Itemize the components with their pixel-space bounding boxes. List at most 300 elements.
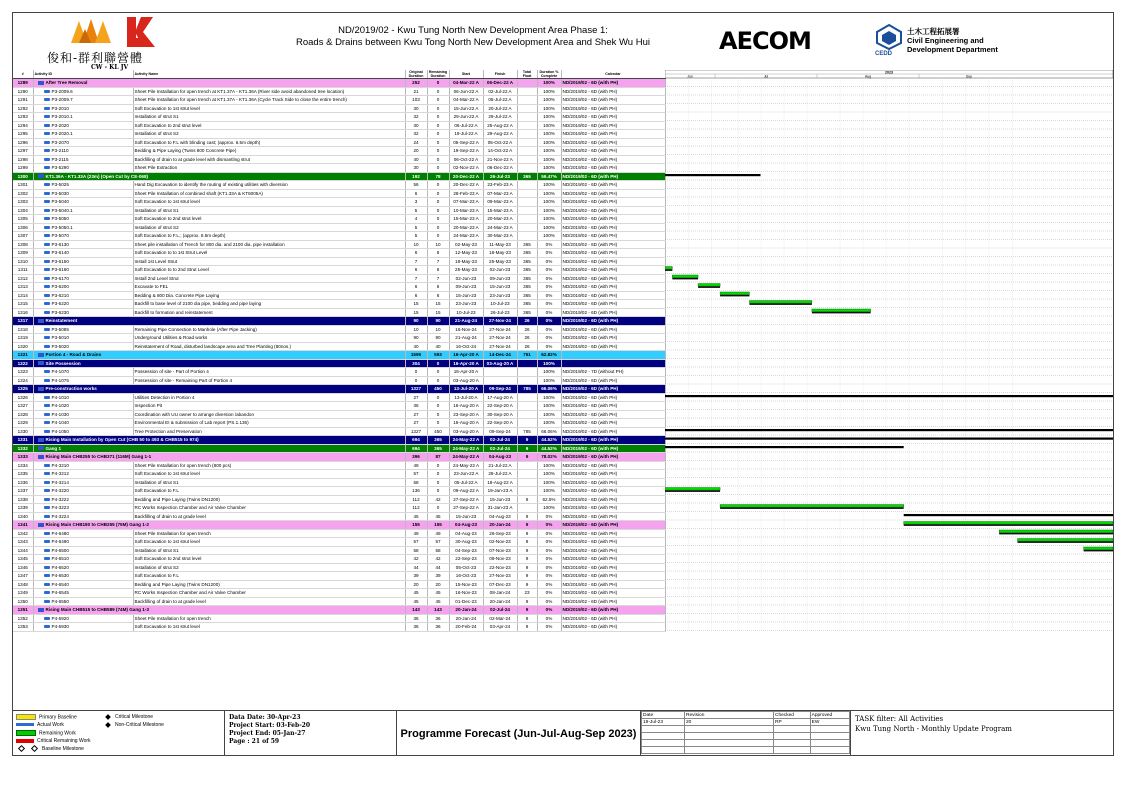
cell-text: 1322: [17, 360, 28, 366]
cell-total-float: [517, 138, 537, 147]
cell-text: 04-Sep-23: [455, 547, 477, 553]
cell-calendar: [561, 529, 665, 538]
wbs-group-row[interactable]: [13, 606, 665, 615]
cell-text: 14-Oct-22 A: [487, 148, 513, 153]
activity-row[interactable]: [13, 376, 665, 385]
cell-text: P3-6170: [51, 275, 69, 281]
cell-text: 90: [435, 335, 441, 340]
cell-activity-id: [33, 317, 405, 326]
cell-text: 02-Jul-24: [490, 445, 510, 451]
wbs-group-row[interactable]: [13, 351, 665, 360]
activity-row[interactable]: [13, 300, 665, 309]
cell-row-number: [13, 359, 33, 368]
cell-total-float: [517, 495, 537, 504]
cell-percent-complete: [537, 359, 561, 368]
cell-remaining-duration: [427, 113, 449, 122]
cell-total-float: [517, 113, 537, 122]
cell-text: 24: [413, 139, 419, 145]
cell-original-duration: [405, 342, 427, 351]
cell-text: 0%: [545, 522, 553, 527]
baseline-bar: [720, 507, 904, 509]
cell-total-float: [517, 342, 537, 351]
activity-row[interactable]: [13, 283, 665, 292]
activity-row[interactable]: [13, 291, 665, 300]
cell-calendar: [561, 223, 665, 232]
cell-text: P4-6490: [51, 539, 69, 544]
activity-table: [13, 70, 665, 632]
cell-original-duration: [405, 478, 427, 487]
cell-text: P3-6130: [51, 241, 69, 247]
cell-text: P4-1075: [51, 377, 69, 383]
cell-text: 100%: [543, 105, 555, 111]
activity-row[interactable]: [13, 87, 665, 96]
activity-row[interactable]: [13, 189, 665, 198]
cell-start-date: [449, 623, 483, 632]
activity-icon: [44, 481, 50, 484]
cell-percent-complete: [537, 206, 561, 215]
cell-start-date: [449, 334, 483, 343]
cell-remaining-duration: [427, 351, 449, 360]
cell-text: 1328: [17, 411, 28, 417]
cell-text: 0%: [545, 607, 553, 612]
cell-finish-date: [483, 512, 517, 521]
page-footer: [13, 710, 1113, 756]
activity-row[interactable]: [13, 104, 665, 113]
cell-finish-date: [483, 572, 517, 581]
cell-finish-date: [483, 487, 517, 496]
cell-text: ND/2019/02 - 6D (with PH): [562, 139, 618, 145]
cell-finish-date: [483, 138, 517, 147]
activity-row[interactable]: [13, 495, 665, 504]
col-header-activity-name[interactable]: Activity Name: [133, 70, 405, 79]
cell-percent-complete: [537, 538, 561, 547]
activity-icon: [44, 115, 50, 118]
wbs-group-row[interactable]: [13, 436, 665, 445]
cell-text: Backfilling of drain to at grade level: [134, 598, 206, 604]
wbs-group-row[interactable]: [13, 317, 665, 326]
cell-text: P4-3214: [51, 479, 69, 485]
col-header-start[interactable]: Start: [449, 70, 483, 79]
activity-icon: [44, 124, 50, 127]
activity-row[interactable]: [13, 249, 665, 258]
activity-row[interactable]: [13, 589, 665, 598]
cell-percent-complete: [537, 266, 561, 275]
cell-start-date: [449, 172, 483, 181]
cell-calendar: [561, 172, 665, 181]
cell-percent-complete: [537, 529, 561, 538]
activity-row[interactable]: [13, 164, 665, 173]
col-header-number[interactable]: #: [13, 70, 33, 79]
cell-text: 15-Jun-23: [489, 284, 511, 289]
cell-activity-name: [133, 402, 405, 411]
cell-text: 1329: [17, 420, 28, 425]
baseline-bar: [812, 312, 871, 314]
baseline-milestone-icon: [18, 745, 25, 752]
cell-activity-id: [33, 623, 133, 632]
cell-start-date: [449, 87, 483, 96]
wbs-group-row[interactable]: [13, 79, 665, 88]
cell-text: 11-May-23: [489, 241, 511, 247]
activity-row[interactable]: [13, 614, 665, 623]
baseline-bar: [904, 524, 1113, 526]
col-header-finish[interactable]: Finish: [483, 70, 517, 79]
cell-text: 785: [523, 428, 531, 434]
cell-activity-name: [133, 223, 405, 232]
summary-bar: [665, 395, 1113, 397]
cell-activity-name: [133, 427, 405, 436]
cell-text: Sheet Pile Installation for open trench: [134, 615, 211, 621]
cell-row-number: [13, 597, 33, 606]
cell-text: 694: [412, 445, 420, 451]
col-header-percent-complete[interactable]: Duration % Complete: [537, 70, 561, 79]
cell-text: 20-Dec-22 A: [453, 182, 479, 187]
cell-percent-complete: [537, 121, 561, 130]
cell-row-number: [13, 240, 33, 249]
revision-row: [642, 719, 850, 726]
cell-text: 365: [523, 267, 531, 272]
cell-text: 100%: [543, 190, 555, 196]
activity-row[interactable]: [13, 325, 665, 334]
cell-text: ND/2019/02 - 6D (with PH): [562, 556, 618, 561]
cell-total-float: [517, 385, 537, 394]
activity-row[interactable]: [13, 580, 665, 589]
cell-text: Soft Excavation to 1st strut level: [134, 105, 200, 111]
cell-text: ND/2019/02 - 6D (with PH): [562, 377, 618, 383]
cell-text: ND/2019/02 - 6D (with PH): [562, 326, 618, 332]
cedd-chinese: 土木工程拓展署: [907, 27, 960, 36]
cell-text: 6: [436, 292, 440, 298]
activity-row[interactable]: [13, 419, 665, 428]
cell-original-duration: [405, 317, 427, 326]
cell-text: 30: [413, 165, 419, 170]
cell-text: 1347: [17, 573, 28, 578]
cell-text: 22-Sep-23: [455, 556, 477, 561]
wbs-group-row[interactable]: [13, 359, 665, 368]
cell-text: P4-3210: [51, 462, 69, 468]
cell-start-date: [449, 402, 483, 411]
cell-original-duration: [405, 461, 427, 470]
cell-percent-complete: [537, 232, 561, 241]
cell-percent-complete: [537, 215, 561, 224]
cell-text: 21-Aug-24: [454, 318, 478, 323]
cell-activity-id: [33, 436, 405, 445]
cell-remaining-duration: [427, 249, 449, 258]
activity-row[interactable]: [13, 427, 665, 436]
activity-row[interactable]: [13, 206, 665, 215]
cell-activity-id: [33, 351, 405, 360]
cell-text: Rising Main CHB180 to CHB255 (75M) Gang 1-2: [45, 522, 149, 527]
wbs-group-row[interactable]: [13, 521, 665, 530]
cell-text: P4-6510: [51, 556, 69, 561]
cell-remaining-duration: [427, 198, 449, 207]
cell-text: P4-1010: [51, 394, 69, 400]
activity-row[interactable]: [13, 402, 665, 411]
cell-original-duration: [405, 393, 427, 402]
cell-total-float: [517, 189, 537, 198]
activity-row[interactable]: [13, 308, 665, 317]
cell-original-duration: [405, 164, 427, 173]
cell-text: ND/2019/02 - 6D (with PH): [562, 182, 618, 187]
cell-original-duration: [405, 538, 427, 547]
activity-row[interactable]: [13, 470, 665, 479]
cell-text: 20-Jul-22 A: [488, 105, 512, 111]
cell-text: 30: [413, 122, 419, 128]
cell-text: 9: [525, 564, 529, 570]
wbs-group-row[interactable]: [13, 453, 665, 462]
cell-activity-id: [33, 189, 133, 198]
activity-row[interactable]: [13, 198, 665, 207]
cell-activity-name: [133, 240, 405, 249]
cw-logo-icon: [69, 15, 119, 45]
cell-row-number: [13, 487, 33, 496]
cell-text: 100%: [543, 420, 555, 425]
schedule-sheet: [12, 12, 1114, 756]
activity-row[interactable]: [13, 181, 665, 190]
cell-percent-complete: [537, 470, 561, 479]
cell-text: ND/2019/02 - 6D (with PH): [562, 258, 618, 264]
cell-text: 57: [435, 539, 441, 544]
cell-total-float: [517, 198, 537, 207]
cell-start-date: [449, 453, 483, 462]
cell-row-number: [13, 300, 33, 309]
activity-row[interactable]: [13, 147, 665, 156]
activity-row[interactable]: [13, 393, 665, 402]
cell-text: 59.47%: [541, 173, 557, 179]
cell-row-number: [13, 580, 33, 589]
activity-row[interactable]: [13, 597, 665, 606]
cell-text: Installation of strut S2: [134, 224, 179, 230]
cell-calendar: [561, 368, 665, 377]
wbs-group-row[interactable]: [13, 172, 665, 181]
cell-percent-complete: [537, 308, 561, 317]
cell-text: 0: [436, 394, 440, 400]
cell-remaining-duration: [427, 130, 449, 139]
activity-row[interactable]: [13, 538, 665, 547]
cell-remaining-duration: [427, 453, 449, 462]
cell-start-date: [449, 232, 483, 241]
cell-text: 143: [434, 607, 442, 612]
forecast-title: Programme Forecast (Jun-Jul-Aug-Sep 2023): [397, 711, 641, 756]
cell-text: 07-Mar-23 A: [453, 199, 479, 204]
cell-calendar: [561, 512, 665, 521]
wbs-group-row[interactable]: [13, 444, 665, 453]
cell-text: 24-Mar-23 A: [487, 224, 513, 230]
cell-total-float: [517, 589, 537, 598]
cell-text: 44.52%: [541, 437, 557, 442]
cell-percent-complete: [537, 172, 561, 181]
remaining-work-bar: [665, 267, 672, 270]
activity-icon: [44, 396, 50, 399]
cell-calendar: [561, 274, 665, 283]
col-header-original-duration[interactable]: Original Duration: [405, 70, 427, 79]
activity-row[interactable]: [13, 572, 665, 581]
cell-text: 27-Nov-23: [489, 573, 511, 578]
cell-total-float: [517, 283, 537, 292]
summary-bar: [665, 429, 1113, 431]
cell-text: P4-1040: [51, 420, 69, 425]
cell-activity-id: [33, 300, 133, 309]
cell-text: P3-2009.6: [51, 88, 73, 94]
cell-total-float: [517, 266, 537, 275]
activity-row[interactable]: [13, 240, 665, 249]
cell-original-duration: [405, 172, 427, 181]
activity-row[interactable]: [13, 334, 665, 343]
cell-text: 365: [523, 258, 531, 264]
cell-text: 6: [414, 250, 418, 255]
cell-row-number: [13, 223, 33, 232]
cell-text: 0%: [545, 615, 553, 621]
activity-row[interactable]: [13, 368, 665, 377]
cell-text: ND/2019/02 - 6D (with PH): [562, 411, 618, 417]
activity-row[interactable]: [13, 546, 665, 555]
cell-text: ND/2019/02 - 6D (with PH): [562, 454, 619, 459]
cell-activity-name: [133, 623, 405, 632]
cell-original-duration: [405, 215, 427, 224]
cell-original-duration: [405, 130, 427, 139]
cell-text: 0: [436, 105, 440, 111]
cell-text: P3-6200: [51, 284, 69, 289]
cell-start-date: [449, 342, 483, 351]
activity-row[interactable]: [13, 478, 665, 487]
cell-activity-name: [133, 572, 405, 581]
cell-text: Installation of strut S1: [134, 114, 179, 119]
cell-activity-name: [133, 563, 405, 572]
activity-row[interactable]: [13, 130, 665, 139]
cell-activity-id: [33, 223, 133, 232]
cell-activity-name: [133, 368, 405, 377]
cell-text: 0%: [545, 513, 553, 519]
cell-finish-date: [483, 283, 517, 292]
rev-number: 20: [685, 719, 774, 726]
cell-percent-complete: [537, 240, 561, 249]
activity-row[interactable]: [13, 529, 665, 538]
activity-row[interactable]: [13, 342, 665, 351]
cell-calendar: [561, 563, 665, 572]
activity-row[interactable]: [13, 266, 665, 275]
cell-calendar: [561, 334, 665, 343]
cell-finish-date: [483, 215, 517, 224]
activity-row[interactable]: [13, 215, 665, 224]
cell-calendar: [561, 121, 665, 130]
cell-text: 1310: [17, 258, 28, 264]
cell-text: 9: [525, 556, 529, 561]
cell-finish-date: [483, 104, 517, 113]
cell-percent-complete: [537, 563, 561, 572]
cell-text: 6: [414, 190, 418, 196]
cell-finish-date: [483, 504, 517, 513]
activity-row[interactable]: [13, 232, 665, 241]
activity-row[interactable]: [13, 155, 665, 164]
cell-finish-date: [483, 87, 517, 96]
cell-percent-complete: [537, 113, 561, 122]
cell-text: 0%: [545, 598, 553, 604]
activity-row[interactable]: [13, 223, 665, 232]
col-header-remaining-duration[interactable]: Remaining Duration: [428, 70, 448, 78]
activity-row[interactable]: [13, 623, 665, 632]
activity-row[interactable]: [13, 563, 665, 572]
cell-text: 44.52%: [541, 445, 557, 451]
cell-row-number: [13, 172, 33, 181]
wbs-group-row[interactable]: [13, 385, 665, 394]
activity-row[interactable]: [13, 555, 665, 564]
cell-text: 23-Jun-22 A: [453, 471, 479, 476]
cell-text: 1303: [17, 199, 28, 204]
activity-row[interactable]: [13, 138, 665, 147]
activity-row[interactable]: [13, 461, 665, 470]
cell-text: 09-Sep-24: [489, 386, 511, 391]
cell-text: 0%: [545, 556, 553, 561]
cell-start-date: [449, 495, 483, 504]
cell-row-number: [13, 461, 33, 470]
cell-total-float: [517, 351, 537, 360]
timescale-year: 2023: [885, 70, 893, 75]
cell-text: 365: [523, 301, 531, 306]
activity-row[interactable]: [13, 113, 665, 122]
cell-text: 304: [412, 360, 420, 366]
cell-activity-name: [133, 325, 405, 334]
cell-text: 21-Jul-22 A: [488, 462, 512, 468]
activity-row[interactable]: [13, 504, 665, 513]
cell-text: 100%: [543, 377, 555, 383]
project-info-box: [225, 711, 397, 756]
cell-text: 29-Jun-22 A: [453, 114, 479, 119]
cell-text: 1319: [17, 335, 28, 340]
activity-icon: [44, 209, 50, 212]
cell-remaining-duration: [427, 274, 449, 283]
cell-finish-date: [483, 155, 517, 164]
cell-text: ND/2019/02 - 6D (with PH): [562, 420, 618, 425]
cell-remaining-duration: [427, 521, 449, 530]
cell-text: 13-Jul-20 A: [453, 386, 479, 391]
col-header-total-float[interactable]: Total Float: [517, 70, 537, 79]
activity-row[interactable]: [13, 257, 665, 266]
cell-finish-date: [483, 291, 517, 300]
cell-original-duration: [405, 453, 427, 462]
cell-row-number: [13, 351, 33, 360]
activity-row[interactable]: [13, 487, 665, 496]
cell-activity-id: [33, 240, 133, 249]
activity-row[interactable]: [13, 410, 665, 419]
cell-activity-name: [133, 266, 405, 275]
legend-box: [13, 711, 225, 756]
cell-text: 20-Jan-24: [455, 607, 477, 612]
cell-text: 1353: [17, 624, 28, 629]
activity-row[interactable]: [13, 512, 665, 521]
activity-icon: [44, 574, 50, 577]
cell-total-float: [517, 274, 537, 283]
cell-text: 10: [413, 241, 419, 247]
cell-text: 20-Dec-22 A: [452, 173, 480, 179]
col-header-activity-id[interactable]: Activity ID: [33, 70, 133, 79]
col-header-calendar[interactable]: Calendar: [561, 70, 665, 79]
cell-row-number: [13, 538, 33, 547]
cell-row-number: [13, 529, 33, 538]
cell-text: 1345: [17, 556, 28, 561]
cell-original-duration: [405, 546, 427, 555]
cell-text: 396: [412, 454, 420, 459]
baseline-swatch-icon: [16, 714, 36, 720]
cell-text: 112: [412, 496, 420, 502]
activity-row[interactable]: [13, 274, 665, 283]
activity-row[interactable]: [13, 121, 665, 130]
cell-original-duration: [405, 274, 427, 283]
cell-text: 04-Aug-23: [454, 522, 478, 527]
cell-remaining-duration: [427, 410, 449, 419]
cell-text: 0%: [545, 335, 553, 340]
cell-text: 1295: [17, 131, 28, 136]
activity-row[interactable]: [13, 96, 665, 105]
cell-text: 3: [414, 199, 418, 204]
